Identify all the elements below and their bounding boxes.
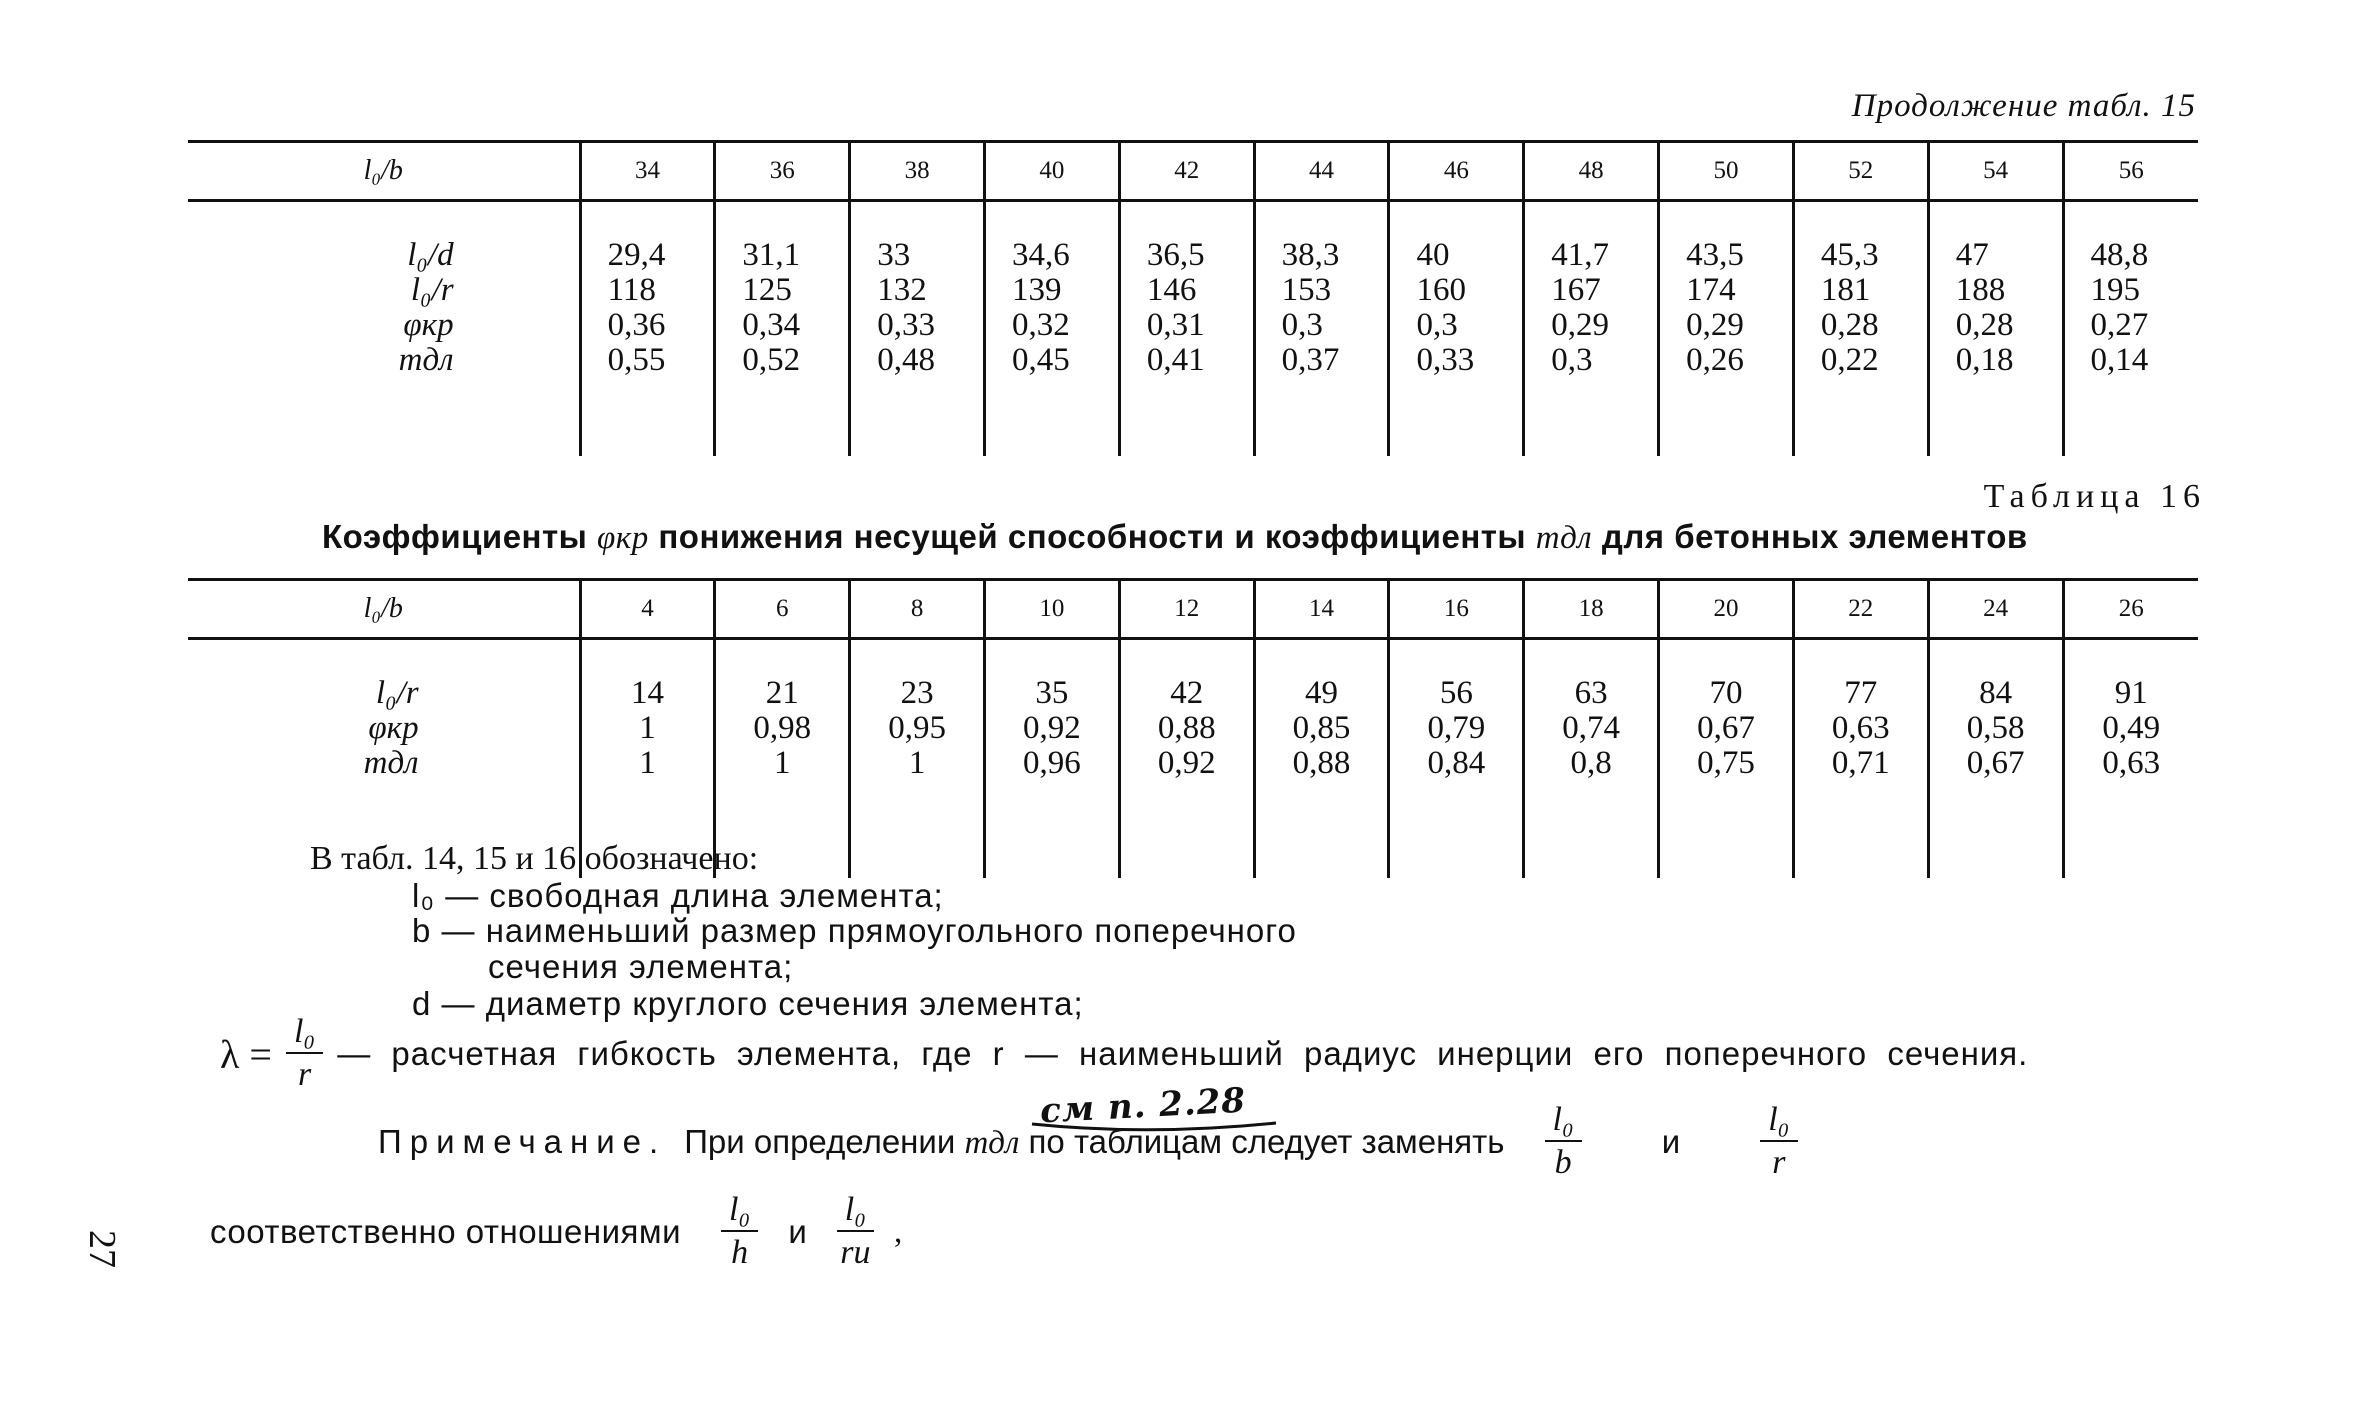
table-cell: 0,14 — [2090, 342, 2149, 378]
fraction-l0-r — [1760, 1100, 1797, 1184]
table-cell: 0,22 — [1820, 342, 1879, 378]
table15-col-values — [985, 201, 1120, 457]
table15-col-header: 42 — [1119, 142, 1254, 201]
table-cell: 48,8 — [2090, 237, 2149, 273]
table15-col-values — [1793, 201, 1928, 457]
table-cell: 47 — [1955, 237, 1989, 273]
table-cell: 0,37 — [1281, 342, 1340, 378]
table16-col-header: 22 — [1793, 580, 1928, 639]
table15-col-header: 56 — [2063, 142, 2198, 201]
note-line — [378, 1100, 1798, 1184]
legend-l0: l₀ — свободная длина элемента; — [412, 877, 944, 914]
table-cell: 0,18 — [1955, 342, 2014, 378]
table-cell: 0,88 — [1292, 745, 1351, 781]
table-cell: 160 — [1416, 272, 1466, 308]
fraction-l0-ri — [837, 1190, 874, 1274]
title-text: понижения несущей способности и коэффициенты — [658, 518, 1527, 555]
table-cell: 0,63 — [2102, 745, 2161, 781]
table-cell: 0,26 — [1686, 342, 1744, 378]
table15-col-header: 44 — [1254, 142, 1389, 201]
table-cell: 0,33 — [877, 307, 935, 343]
table-cell: 125 — [742, 272, 792, 308]
table-cell: 0,28 — [1955, 307, 2014, 343]
table-cell: 84 — [1979, 675, 2013, 711]
table-cell: 0,31 — [1146, 307, 1205, 343]
fraction-l0-h — [721, 1190, 758, 1274]
table15 — [188, 140, 2198, 456]
table-cell: 139 — [1012, 272, 1062, 308]
table15-col-values — [2063, 201, 2198, 457]
note-comma: , — [894, 1213, 903, 1250]
legend-b: b — наименьший размер прямоугольного поперечного — [412, 912, 1297, 949]
row-label: l₀/r — [410, 272, 454, 308]
table-cell: 0,92 — [1023, 710, 1081, 746]
table-cell: 45,3 — [1820, 237, 1879, 273]
table16-col-values — [1659, 639, 1794, 879]
table-cell: 167 — [1551, 272, 1601, 308]
table15-col-header: 38 — [850, 142, 985, 201]
table-cell: 77 — [1844, 675, 1878, 711]
note-text-b: по таблицам следует заменять — [1028, 1122, 1505, 1160]
table16 — [188, 578, 2198, 878]
lambda-symbol: λ = — [220, 1031, 272, 1077]
table-cell: 41,7 — [1551, 237, 1610, 273]
note-continuation — [210, 1190, 902, 1274]
row-label: φкр — [368, 710, 419, 746]
table16-col-values — [985, 639, 1120, 879]
table15-col-header: 36 — [715, 142, 850, 201]
table-cell: 0,88 — [1157, 710, 1216, 746]
table-cell: 21 — [765, 675, 799, 711]
table16-col-header: 6 — [715, 580, 850, 639]
note-label: Примечание. — [378, 1123, 667, 1160]
table-cell: 43,5 — [1686, 237, 1744, 273]
table16-col-values — [2063, 639, 2198, 879]
table-cell: 0,45 — [1012, 342, 1070, 378]
table15-col-header: 52 — [1793, 142, 1928, 201]
table-cell: 0,3 — [1416, 307, 1458, 343]
table15-caption: Продолжение табл. 15 — [1851, 88, 2196, 124]
title-symbol-m: mдл — [1535, 520, 1593, 556]
table-cell: 0,67 — [1966, 745, 2025, 781]
table-cell: 49 — [1305, 675, 1339, 711]
table-cell: 23 — [900, 675, 934, 711]
table16-col-values — [1524, 639, 1659, 879]
fraction-numerator: l₀ — [837, 1190, 874, 1232]
legend-d: d — диаметр круглого сечения элемента; — [412, 985, 1084, 1022]
table-cell: 0,75 — [1697, 745, 1755, 781]
note-text — [684, 1123, 1504, 1162]
table-cell: 0,71 — [1831, 745, 1890, 781]
fraction-denominator: b — [1554, 1144, 1572, 1181]
table-cell: 0,58 — [1966, 710, 2025, 746]
lambda-description: — расчетная гибкость элемента, где r — наименьший радиус инерции его поперечного сечения. — [337, 1035, 2029, 1072]
table-cell: 118 — [607, 272, 656, 308]
lambda-fraction — [286, 1012, 323, 1096]
fraction-numerator: l₀ — [286, 1012, 323, 1054]
table-cell: 0,41 — [1146, 342, 1205, 378]
table15-col-values — [1928, 201, 2063, 457]
table-cell: 0,85 — [1292, 710, 1351, 746]
table15-header-row — [188, 142, 2198, 201]
table-cell: 1 — [908, 745, 926, 781]
table16-col-header: 12 — [1119, 580, 1254, 639]
table-cell: 63 — [1574, 675, 1608, 711]
table-cell: 188 — [1955, 272, 2006, 308]
table16-label: Таблица 16 — [1983, 478, 2206, 515]
table-cell: 0,36 — [607, 307, 666, 343]
table15-col-header: 48 — [1524, 142, 1659, 201]
table15-col-values — [580, 201, 715, 457]
table15-col-header: 50 — [1659, 142, 1794, 201]
table-cell: 181 — [1820, 272, 1871, 308]
table16-col-values — [1389, 639, 1524, 879]
table15-col-values — [1254, 201, 1389, 457]
table15-body-row — [188, 201, 2198, 457]
row-label: φкр — [403, 307, 454, 343]
table-cell: 70 — [1709, 675, 1743, 711]
table-cell: 0,8 — [1570, 745, 1612, 781]
fraction-denominator: r — [1772, 1144, 1786, 1181]
row-label: l₀/r — [375, 675, 419, 711]
legend-intro: В табл. 14, 15 и 16 обозначено: — [310, 840, 759, 877]
table-cell: 40 — [1416, 237, 1450, 273]
note-and: и — [1661, 1123, 1681, 1160]
table-cell: 91 — [2114, 675, 2148, 711]
table-cell: 0,33 — [1416, 342, 1475, 378]
page-number: 27 — [81, 1230, 123, 1268]
table-cell: 132 — [877, 272, 927, 308]
title-symbol-phi: φкр — [597, 520, 649, 556]
table16-col-values — [1793, 639, 1928, 879]
title-text: для бетонных элементов — [1601, 518, 2028, 555]
table-cell: 0,48 — [877, 342, 935, 378]
table15-col-values — [1659, 201, 1794, 457]
table-cell: 38,3 — [1281, 237, 1340, 273]
table-cell: 0,49 — [2102, 710, 2161, 746]
handwritten-annotation: см п. 2.28 — [1039, 1080, 1247, 1132]
table-cell: 14 — [630, 675, 664, 711]
table15-col-values — [1389, 201, 1524, 457]
table16-col-header: 26 — [2063, 580, 2198, 639]
table16-col-header: 14 — [1254, 580, 1389, 639]
table16-col-values — [850, 639, 985, 879]
table-cell: 0,27 — [2090, 307, 2149, 343]
note-and-2: и — [788, 1213, 807, 1250]
table-cell: 31,1 — [742, 237, 801, 273]
table-cell: 42 — [1170, 675, 1204, 711]
fraction-denominator: r — [297, 1056, 312, 1093]
note-symbol-m: mдл — [964, 1124, 1020, 1161]
table-cell: 0,96 — [1023, 745, 1081, 781]
table15-col-values — [1119, 201, 1254, 457]
table15-header-label: l₀/b — [363, 155, 403, 186]
table15-col-values — [850, 201, 985, 457]
table15-col-header: 54 — [1928, 142, 2063, 201]
table-cell: 0,63 — [1831, 710, 1890, 746]
table16-col-values — [1254, 639, 1389, 879]
table16-col-values — [1119, 639, 1254, 879]
legend-b-cont: сечения элемента; — [488, 948, 794, 985]
table-cell: 0,55 — [607, 342, 666, 378]
note-text-a: При определении — [684, 1122, 956, 1160]
table16-col-header: 18 — [1524, 580, 1659, 639]
table-cell: 0,3 — [1281, 307, 1323, 343]
table15-col-values — [715, 201, 850, 457]
table-cell: 0,67 — [1697, 710, 1755, 746]
fraction-numerator: l₀ — [1545, 1100, 1582, 1142]
table-cell: 1 — [639, 745, 656, 781]
table16-col-header: 4 — [580, 580, 715, 639]
table-cell: 0,92 — [1157, 745, 1216, 781]
table-cell: 0,29 — [1686, 307, 1744, 343]
table15-col-values — [1524, 201, 1659, 457]
table-cell: 34,6 — [1012, 237, 1070, 273]
table15-col-header: 40 — [985, 142, 1120, 201]
table-cell: 0,52 — [742, 342, 801, 378]
table16-col-header: 24 — [1928, 580, 2063, 639]
table16-col-header: 10 — [985, 580, 1120, 639]
table16-col-values — [1928, 639, 2063, 879]
table-cell: 0,84 — [1427, 745, 1486, 781]
fraction-denominator: h — [731, 1234, 749, 1271]
table-cell: 36,5 — [1146, 237, 1205, 273]
table-cell: 29,4 — [607, 237, 666, 273]
table-cell: 56 — [1439, 675, 1473, 711]
table-cell: 33 — [877, 237, 911, 273]
table15-col-header: 46 — [1389, 142, 1524, 201]
table15-col-header: 34 — [580, 142, 715, 201]
table-cell: 0,32 — [1012, 307, 1070, 343]
fraction-denominator: rи — [840, 1234, 871, 1271]
title-text: Коэффициенты — [322, 518, 588, 555]
table-cell: 0,3 — [1551, 342, 1593, 378]
table-cell: 35 — [1035, 675, 1069, 711]
table16-header-label: l₀/b — [363, 593, 403, 624]
table16-col-header: 8 — [850, 580, 985, 639]
table16-col-header: 20 — [1659, 580, 1794, 639]
table15-row-labels — [188, 201, 580, 457]
row-label: mдл — [363, 745, 419, 781]
table-cell: 153 — [1281, 272, 1332, 308]
table-cell: 0,79 — [1427, 710, 1486, 746]
table16-header-row — [188, 580, 2198, 639]
table-cell: 1 — [639, 710, 656, 746]
table-cell: 0,98 — [753, 710, 812, 746]
row-label: l₀/d — [407, 237, 454, 273]
fraction-numerator: l₀ — [721, 1190, 758, 1232]
lambda-definition — [220, 1012, 2028, 1096]
fraction-numerator: l₀ — [1760, 1100, 1797, 1142]
table-cell: 0,28 — [1820, 307, 1879, 343]
table-cell: 0,95 — [888, 710, 946, 746]
table-cell: 0,29 — [1551, 307, 1610, 343]
table-cell: 146 — [1146, 272, 1197, 308]
table-cell: 195 — [2090, 272, 2141, 308]
table-cell: 0,74 — [1562, 710, 1621, 746]
table-cell: 1 — [774, 745, 791, 781]
note-resp-text: соответственно отношениями — [210, 1213, 682, 1250]
table16-col-header: 16 — [1389, 580, 1524, 639]
table16-title — [322, 518, 2028, 557]
table-cell: 0,34 — [742, 307, 801, 343]
table-cell: 174 — [1686, 272, 1736, 308]
fraction-l0-b — [1545, 1100, 1582, 1184]
row-label: mдл — [398, 342, 454, 378]
